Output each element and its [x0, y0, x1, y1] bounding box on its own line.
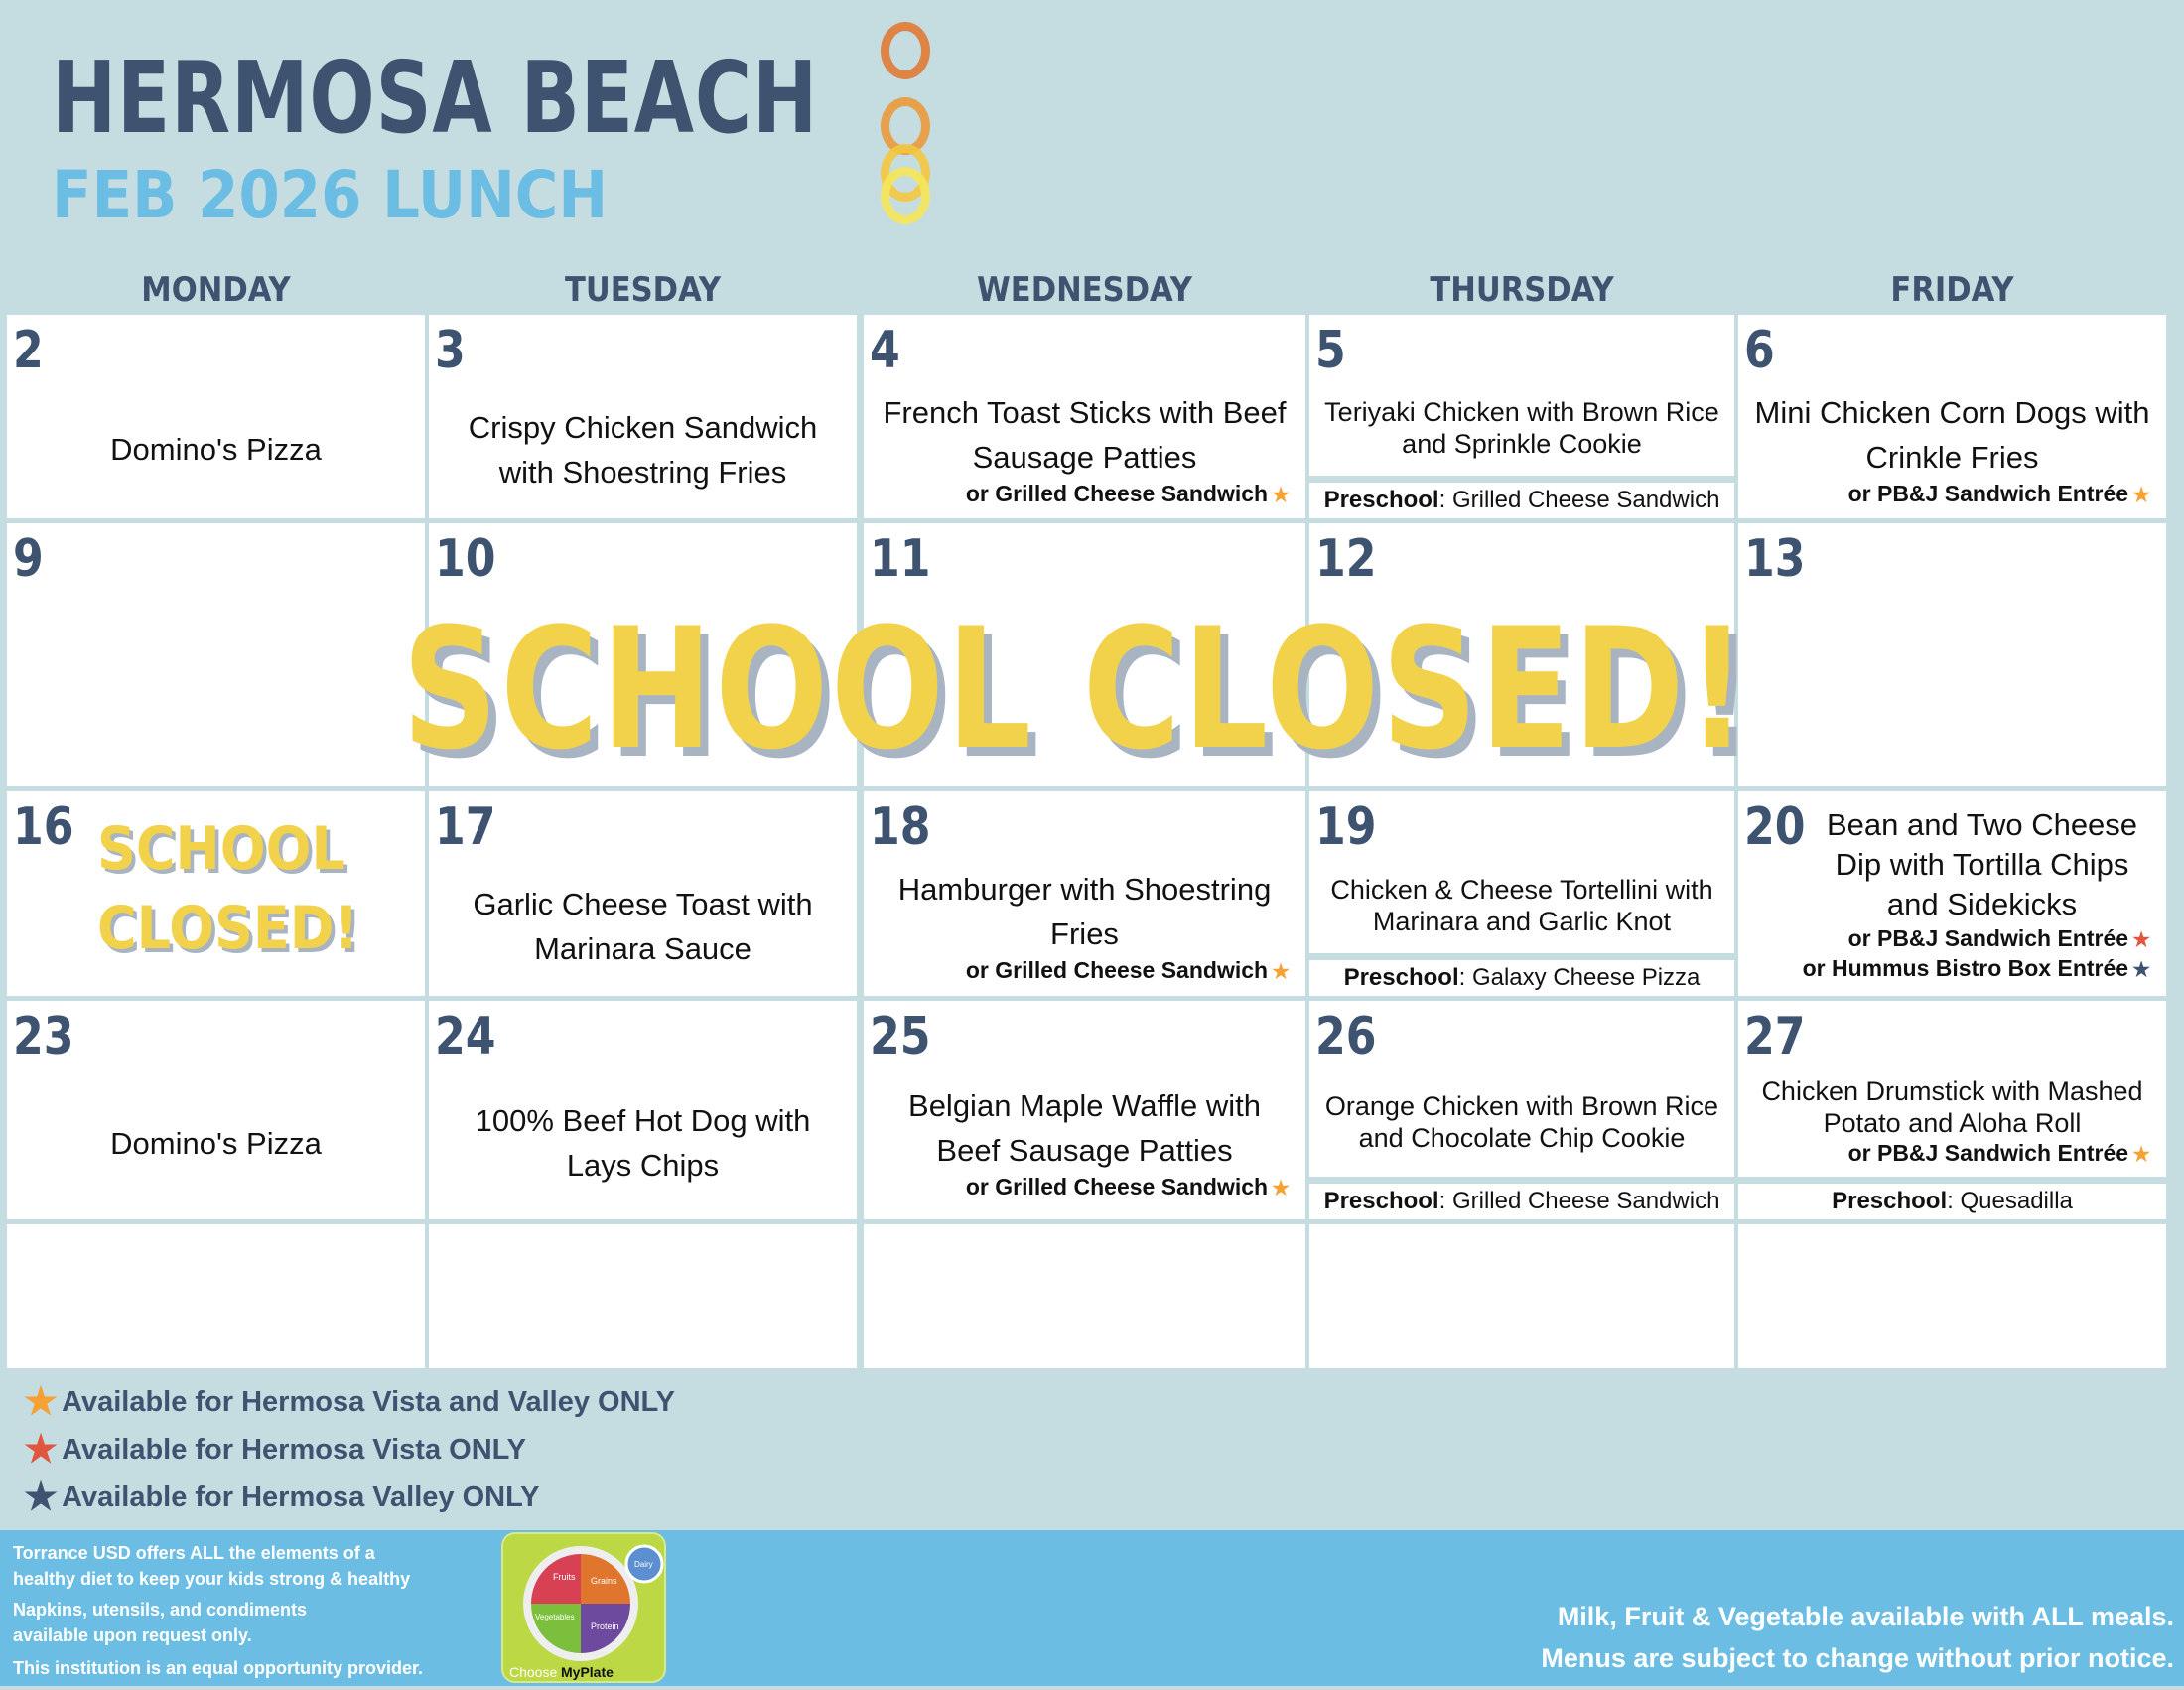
day-number: 6: [1744, 321, 1775, 380]
closed-line: CLOSED!: [97, 894, 359, 963]
day-cell-4: [864, 315, 1305, 518]
day-header-thursday: THURSDAY: [1430, 270, 1614, 310]
menu-body: [1738, 315, 2166, 518]
footer-line: healthy diet to keep your kids strong & healthy: [13, 1569, 411, 1589]
day-number: 13: [1744, 529, 1806, 589]
menu-item: Chicken & Cheese Tortellini with Marinara and Garlic Knot: [1330, 874, 1713, 936]
preschool-label: Preschool: [1832, 1188, 1948, 1214]
day-cell-25: [864, 1001, 1305, 1219]
day-number: 16: [13, 797, 74, 857]
day-number: 5: [1315, 321, 1346, 380]
day-cell-27: [1738, 1001, 2166, 1219]
orange-star-icon: ★: [1272, 961, 1290, 983]
red-star-icon: ★: [24, 1429, 59, 1471]
legend-item: [24, 1476, 539, 1519]
footer-note: Menus are subject to change without prior notice.: [1541, 1643, 2174, 1673]
preschool-menu: [1309, 1177, 1734, 1219]
page-subtitle: FEB 2026 LUNCH: [52, 157, 609, 233]
menu-item: Garlic Cheese Toast with Marinara Sauce: [473, 887, 813, 966]
day-number: 19: [1315, 797, 1377, 857]
alternate-text: or Grilled Cheese Sandwich: [965, 480, 1269, 506]
legend-text: Available for Hermosa Vista ONLY: [62, 1434, 527, 1466]
day-header-tuesday: TUESDAY: [565, 270, 721, 310]
alternate-text: or Hummus Bistro Box Entrée: [1802, 955, 2129, 981]
day-cell-24: [429, 1001, 857, 1219]
alternate-entree: [876, 1173, 1294, 1202]
day-number: 10: [435, 529, 496, 589]
menu-item: Domino's Pizza: [110, 432, 322, 467]
preschool-label: Preschool: [1323, 487, 1439, 513]
preschool-label: Preschool: [1323, 1188, 1439, 1214]
preschool-menu: [1738, 1177, 2166, 1219]
footer-line: Napkins, utensils, and condiments: [13, 1600, 308, 1620]
day-number: 27: [1744, 1007, 1806, 1066]
navy-star-icon: ★: [2132, 959, 2150, 981]
orange-star-icon: ★: [1272, 1178, 1290, 1199]
menu-item: Bean and Two Cheese Dip with Tortilla Chips and Sidekicks: [1826, 807, 2138, 921]
day-cell-13: [1738, 523, 2166, 786]
preschool-menu: [1309, 476, 1734, 518]
empty-cell: [1738, 1224, 2166, 1368]
day-cell-6: [1738, 315, 2166, 518]
menu-item: Teriyaki Chicken with Brown Rice and Sprinkle Cookie: [1324, 397, 1719, 459]
logo-grains-label: Grains: [591, 1576, 617, 1586]
alternate-text: or PB&J Sandwich Entrée: [1847, 925, 2129, 951]
day-cell-19: [1309, 791, 1734, 996]
empty-cell: [1309, 1224, 1734, 1368]
alternate-entree: [876, 480, 1294, 509]
menu-body: [429, 315, 857, 518]
menu-body: [864, 315, 1305, 518]
logo-protein-label: Protein: [591, 1621, 619, 1631]
day-cell-26: [1309, 1001, 1734, 1219]
day-cell-9: [7, 523, 425, 786]
preschool-menu: [1309, 953, 1734, 996]
legend-text: Available for Hermosa Valley ONLY: [62, 1481, 540, 1513]
myplate-logo: [501, 1532, 666, 1683]
day-cell-23: [7, 1001, 425, 1219]
preschool-item: : Quesadilla: [1947, 1188, 2073, 1214]
alternate-entree: [1750, 954, 2154, 984]
day-number: 4: [870, 321, 900, 380]
alternate-text: or PB&J Sandwich Entrée: [1847, 1139, 2129, 1166]
preschool-item: : Grilled Cheese Sandwich: [1438, 1188, 1720, 1214]
page-title: HERMOSA BEACH: [52, 40, 819, 156]
logo-myplate: MyPlate: [561, 1664, 614, 1680]
menu-item: 100% Beef Hot Dog with Lays Chips: [475, 1103, 811, 1183]
menu-item: Mini Chicken Corn Dogs with Crinkle Fries: [1754, 394, 2150, 475]
preschool-item: : Grilled Cheese Sandwich: [1438, 487, 1720, 513]
footer-text: [13, 1540, 410, 1592]
day-cell-20: [1738, 791, 2166, 996]
school-closed-day16: [97, 809, 358, 968]
orange-star-icon: ★: [24, 1381, 59, 1423]
day-number: 18: [870, 797, 931, 857]
legend-item: [24, 1428, 526, 1472]
school-closed-week-banner: SCHOOL CLOSED!: [402, 592, 1750, 786]
menu-body: [7, 315, 425, 518]
footer-line: Torrance USD offers ALL the elements of a: [13, 1543, 375, 1563]
menu-item: French Toast Sticks with Beef Sausage Patties: [883, 394, 1287, 475]
navy-star-icon: ★: [24, 1477, 59, 1518]
day-number: 12: [1315, 529, 1377, 589]
empty-cell: [7, 1224, 425, 1368]
day-number: 26: [1315, 1007, 1377, 1066]
logo-fruits-label: Fruits: [553, 1572, 576, 1582]
day-header-wednesday: WEDNESDAY: [977, 270, 1192, 310]
alternate-text: or Grilled Cheese Sandwich: [965, 957, 1269, 983]
closed-line: SCHOOL: [97, 814, 345, 884]
alternate-text: or Grilled Cheese Sandwich: [965, 1174, 1269, 1199]
day-cell-3: [429, 315, 857, 518]
day-cell-5: [1309, 315, 1734, 518]
menu-item: Crispy Chicken Sandwich with Shoestring Fries: [468, 409, 818, 490]
day-header-monday: MONDAY: [141, 270, 291, 310]
empty-cell: [429, 1224, 857, 1368]
alternate-entree: [1750, 924, 2154, 954]
day-cell-18: [864, 791, 1305, 996]
logo-dairy-label: Dairy: [634, 1560, 653, 1569]
logo-vegetables-label: Vegetables: [535, 1613, 575, 1621]
day-number: 2: [13, 321, 44, 380]
preschool-label: Preschool: [1343, 964, 1459, 991]
day-number: 23: [13, 1007, 74, 1066]
menu-item: Hamburger with Shoestring Fries: [897, 872, 1272, 951]
logo-choose: Choose: [509, 1664, 558, 1680]
day-cell-17: [429, 791, 857, 996]
footer-text: [13, 1597, 307, 1648]
day-number: 11: [870, 529, 931, 589]
day-number: 9: [13, 529, 44, 589]
alternate-text: or PB&J Sandwich Entrée: [1847, 480, 2129, 506]
footer-line: available upon request only.: [13, 1625, 252, 1645]
empty-cell: [864, 1224, 1305, 1368]
day-cell-2: [7, 315, 425, 518]
footer-line: This institution is an equal opportunity provider.: [13, 1658, 424, 1678]
legend-text: Available for Hermosa Vista and Valley ONLY: [62, 1386, 675, 1418]
orange-star-icon: ★: [2132, 1143, 2150, 1166]
footer: [0, 1530, 2184, 1686]
menu-item: Belgian Maple Waffle with Beef Sausage Patties: [908, 1088, 1261, 1168]
day-number: 20: [1744, 797, 1806, 857]
day-header-friday: FRIDAY: [1890, 270, 2014, 310]
day-number: 24: [435, 1007, 496, 1066]
menu-item: Orange Chicken with Brown Rice and Chocolate Chip Cookie: [1324, 1090, 1719, 1153]
orange-star-icon: ★: [2132, 484, 2150, 506]
menu-item: Domino's Pizza: [110, 1125, 322, 1161]
menu-item: Chicken Drumstick with Mashed Potato and Aloha Roll: [1761, 1075, 2143, 1138]
day-number: 17: [435, 797, 496, 857]
preschool-item: : Galaxy Cheese Pizza: [1458, 964, 1701, 991]
day-number: 3: [435, 321, 466, 380]
red-star-icon: ★: [2132, 929, 2150, 951]
alternate-entree: [1750, 1139, 2154, 1169]
menu-body: [1309, 315, 1734, 476]
orange-star-icon: ★: [1272, 484, 1290, 506]
alternate-entree: [1750, 480, 2154, 509]
day-number: 25: [870, 1007, 931, 1066]
footer-note: Milk, Fruit & Vegetable available with ALL meals.: [1557, 1602, 2174, 1631]
legend-item: [24, 1380, 675, 1424]
alternate-entree: [876, 956, 1294, 986]
